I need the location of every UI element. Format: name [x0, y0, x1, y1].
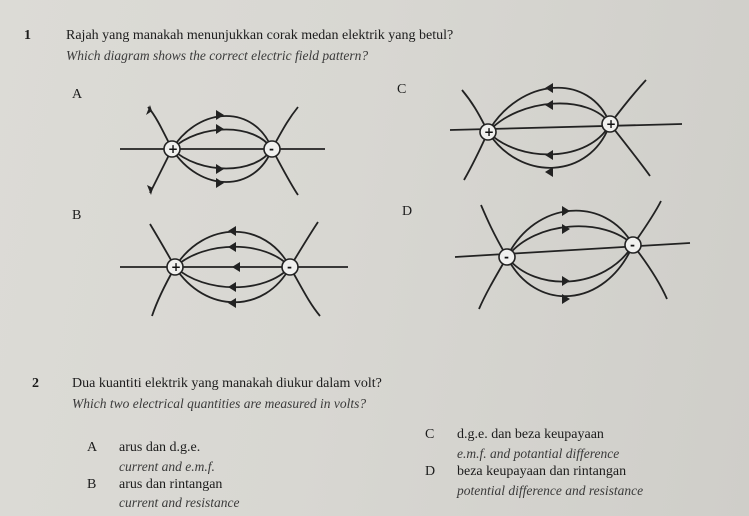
charge-d-right-sign: - [630, 238, 635, 252]
q2-option-d-english: potential difference and resistance [457, 483, 644, 498]
q1-option-d-label[interactable]: D [402, 204, 413, 219]
q2-option-b-malay[interactable]: arus dan rintangan [119, 477, 223, 492]
q2-option-a-letter[interactable]: A [87, 440, 98, 455]
charge-a-right-sign: - [269, 142, 274, 156]
charge-c-right-sign: + [606, 117, 617, 131]
charge-d-left-sign: - [504, 250, 509, 264]
q1-option-a-label[interactable]: A [72, 87, 83, 102]
q1-malay-text: Rajah yang manakah menunjukkan corak medan elektrik yang betul? [66, 28, 454, 43]
q2-option-c-english: e.m.f. and potantial difference [457, 446, 620, 461]
field-diagram-b[interactable] [120, 212, 350, 324]
q2-option-b-english: current and resistance [119, 495, 240, 510]
q2-option-c-malay[interactable]: d.g.e. dan beza keupayaan [457, 427, 604, 442]
field-diagram-d[interactable] [455, 195, 695, 320]
charge-b-left-sign: + [171, 260, 182, 274]
q2-number: 2 [32, 376, 39, 391]
q2-malay-text: Dua kuantiti elektrik yang manakah diukur dalam volt? [72, 376, 382, 391]
q1-english-text: Which diagram shows the correct electric field pattern? [66, 48, 369, 63]
field-diagram-a[interactable] [120, 95, 335, 205]
q2-option-b-letter[interactable]: B [87, 477, 97, 492]
q1-number: 1 [24, 28, 31, 43]
charge-c-left-sign: + [484, 125, 495, 139]
q2-option-a-malay[interactable]: arus dan d.g.e. [119, 440, 201, 455]
charge-a-left-sign: + [168, 142, 179, 156]
q2-option-a-english: current and e.m.f. [119, 459, 215, 474]
field-diagram-c[interactable] [450, 72, 685, 190]
q2-english-text: Which two electrical quantities are measured in volts? [72, 396, 367, 411]
q2-option-d-malay[interactable]: beza keupayaan dan rintangan [457, 464, 627, 479]
q2-option-d-letter[interactable]: D [425, 464, 436, 479]
charge-b-right-sign: - [287, 260, 292, 274]
q1-option-b-label[interactable]: B [72, 208, 82, 223]
q1-option-c-label[interactable]: C [397, 82, 407, 97]
q2-option-c-letter[interactable]: C [425, 427, 435, 442]
